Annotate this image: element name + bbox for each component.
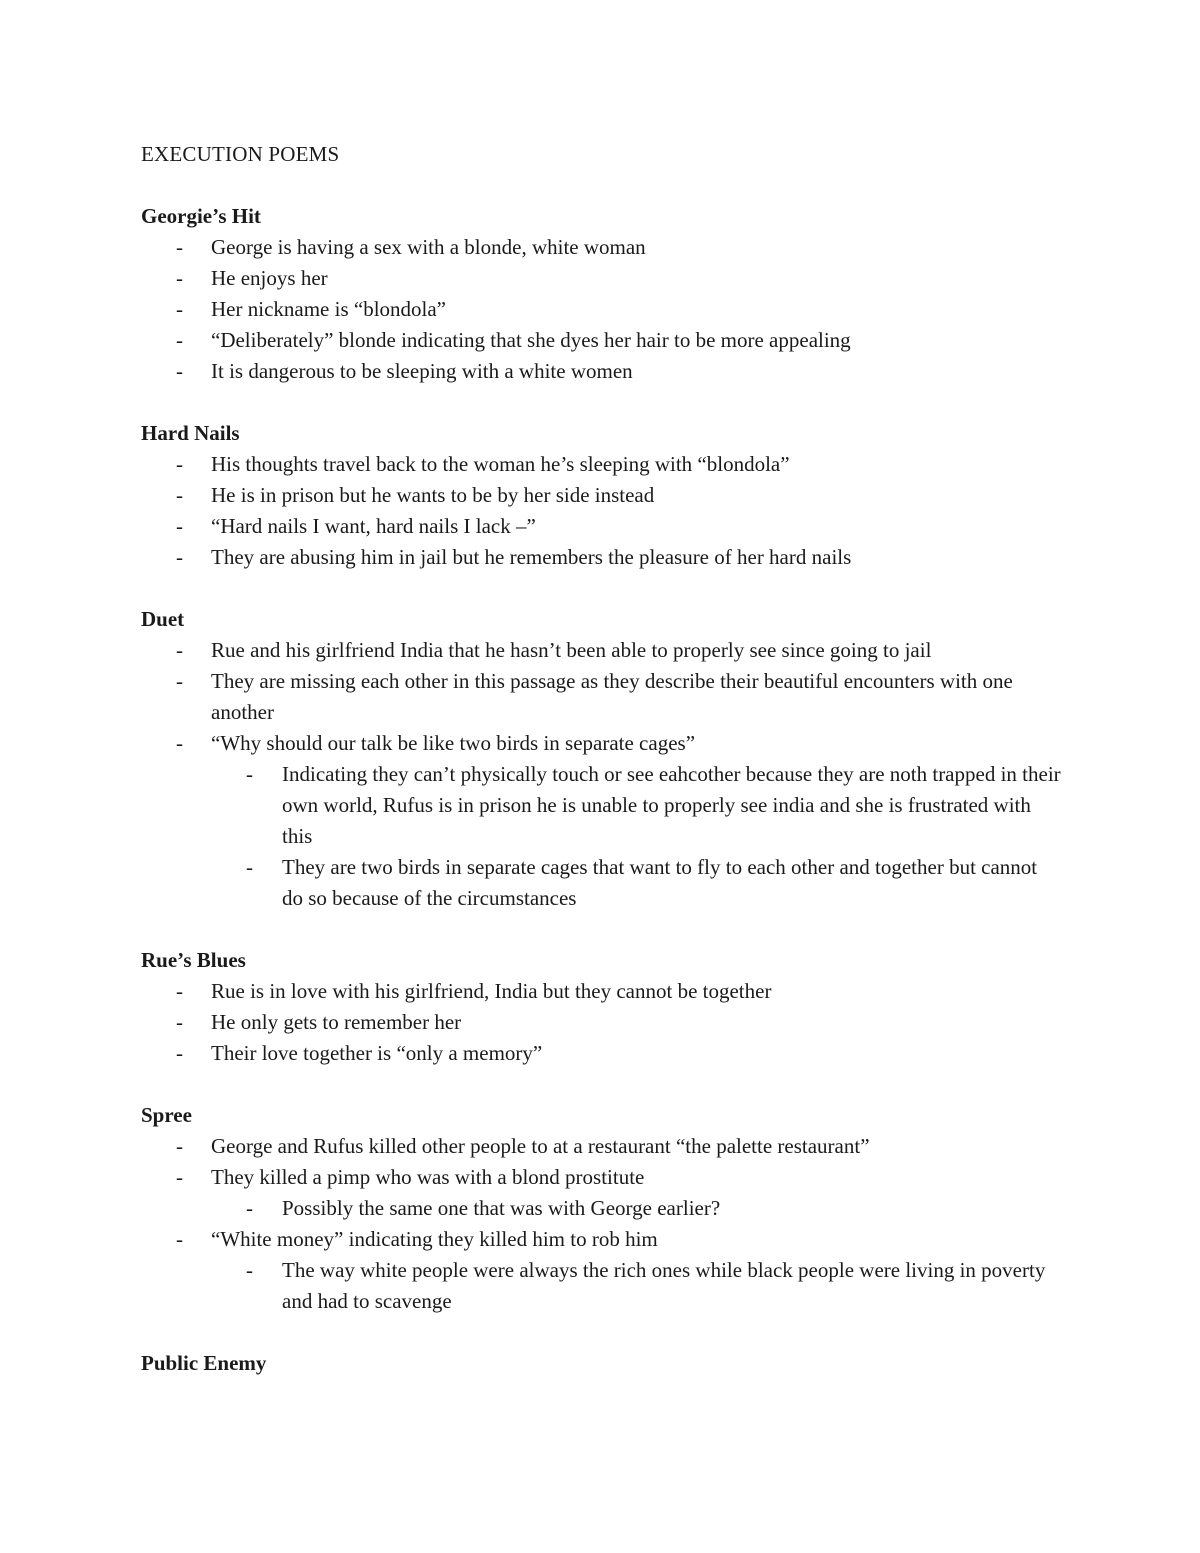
list-item	[141, 542, 1061, 573]
section-heading: Public Enemy	[141, 1351, 267, 1375]
sections-container	[141, 201, 1061, 1379]
bullet-dash: -	[176, 638, 183, 662]
bullet-dash: -	[176, 1227, 183, 1251]
bullet-dash: -	[176, 669, 183, 693]
bullet-dash: -	[246, 855, 253, 879]
list-item-text: They killed a pimp who was with a blond prostitute	[211, 1165, 645, 1189]
bullet-list	[141, 976, 1061, 1069]
section	[141, 1348, 1061, 1379]
list-item	[141, 294, 1061, 325]
sub-list-item	[211, 1193, 1061, 1224]
sub-bullet-list	[211, 1255, 1061, 1317]
list-item	[141, 1224, 1061, 1317]
sub-list-item-text: The way white people were always the rich ones while black people were living in poverty and had to scavenge	[282, 1258, 1046, 1313]
list-item-text: His thoughts travel back to the woman he’s sleeping with “blondola”	[211, 452, 790, 476]
bullet-dash: -	[176, 545, 183, 569]
bullet-dash: -	[176, 483, 183, 507]
list-item	[141, 1007, 1061, 1038]
list-item-text: George is having a sex with a blonde, white woman	[211, 235, 646, 259]
bullet-list	[141, 232, 1061, 387]
list-item-text: It is dangerous to be sleeping with a white women	[211, 359, 633, 383]
bullet-list	[141, 1131, 1061, 1317]
list-item-text: Their love together is “only a memory”	[211, 1041, 543, 1065]
section-heading: Rue’s Blues	[141, 948, 246, 972]
document-body	[141, 139, 1061, 1379]
bullet-dash: -	[176, 1041, 183, 1065]
list-item	[141, 728, 1061, 914]
list-item-text: Rue is in love with his girlfriend, India but they cannot be together	[211, 979, 772, 1003]
list-item	[141, 480, 1061, 511]
section-heading: Hard Nails	[141, 421, 240, 445]
list-item-text: He is in prison but he wants to be by her side instead	[211, 483, 655, 507]
list-item	[141, 263, 1061, 294]
sub-bullet-list	[211, 1193, 1061, 1224]
section-heading: Spree	[141, 1103, 192, 1127]
list-item-text: Rue and his girlfriend India that he hasn’t been able to properly see since going to jail	[211, 638, 932, 662]
list-item-text: “Why should our talk be like two birds in separate cages”	[211, 731, 696, 755]
list-item-text: “White money” indicating they killed him to rob him	[211, 1227, 658, 1251]
sub-list-item	[211, 852, 1061, 914]
list-item-text: He only gets to remember her	[211, 1010, 462, 1034]
list-item-text: They are missing each other in this passage as they describe their beautiful encounters with one another	[211, 669, 1013, 724]
bullet-dash: -	[176, 235, 183, 259]
bullet-dash: -	[176, 731, 183, 755]
list-item	[141, 1038, 1061, 1069]
bullet-dash: -	[176, 452, 183, 476]
section-heading: Georgie’s Hit	[141, 204, 261, 228]
sub-list-item-text: They are two birds in separate cages that want to fly to each other and together but cannot do so because of the circumstances	[282, 855, 1038, 910]
bullet-list	[141, 449, 1061, 573]
sub-list-item	[211, 759, 1061, 852]
list-item	[141, 635, 1061, 666]
section	[141, 945, 1061, 1069]
list-item	[141, 1162, 1061, 1224]
sub-list-item-text: Possibly the same one that was with George earlier?	[282, 1196, 721, 1220]
bullet-dash: -	[176, 1165, 183, 1189]
bullet-list	[141, 635, 1061, 914]
list-item	[141, 325, 1061, 356]
sub-list-item	[211, 1255, 1061, 1317]
section	[141, 604, 1061, 914]
sub-list-item-text: Indicating they can’t physically touch or see eahcother because they are noth trapped in their own world, Rufus is in prison he is unable to properly see india and she is frustrated with this	[282, 762, 1061, 848]
list-item-text: “Deliberately” blonde indicating that she dyes her hair to be more appealing	[211, 328, 851, 352]
bullet-dash: -	[246, 1258, 253, 1282]
list-item	[141, 449, 1061, 480]
bullet-dash: -	[176, 266, 183, 290]
section-heading: Duet	[141, 607, 185, 631]
list-item	[141, 1131, 1061, 1162]
bullet-dash: -	[176, 514, 183, 538]
section	[141, 201, 1061, 387]
list-item-text: He enjoys her	[211, 266, 328, 290]
list-item-text: George and Rufus killed other people to at a restaurant “the palette restaurant”	[211, 1134, 870, 1158]
sub-bullet-list	[211, 759, 1061, 914]
bullet-dash: -	[176, 359, 183, 383]
list-item-text: They are abusing him in jail but he remembers the pleasure of her hard nails	[211, 545, 852, 569]
bullet-dash: -	[176, 328, 183, 352]
section	[141, 418, 1061, 573]
list-item-text: Her nickname is “blondola”	[211, 297, 446, 321]
list-item	[141, 511, 1061, 542]
document-title: EXECUTION POEMS	[141, 142, 340, 166]
list-item	[141, 232, 1061, 263]
list-item	[141, 666, 1061, 728]
bullet-dash: -	[176, 1010, 183, 1034]
bullet-dash: -	[246, 762, 253, 786]
bullet-dash: -	[176, 1134, 183, 1158]
bullet-dash: -	[176, 297, 183, 321]
section	[141, 1100, 1061, 1317]
list-item-text: “Hard nails I want, hard nails I lack –”	[211, 514, 536, 538]
list-item	[141, 356, 1061, 387]
bullet-dash: -	[176, 979, 183, 1003]
list-item	[141, 976, 1061, 1007]
bullet-dash: -	[246, 1196, 253, 1220]
